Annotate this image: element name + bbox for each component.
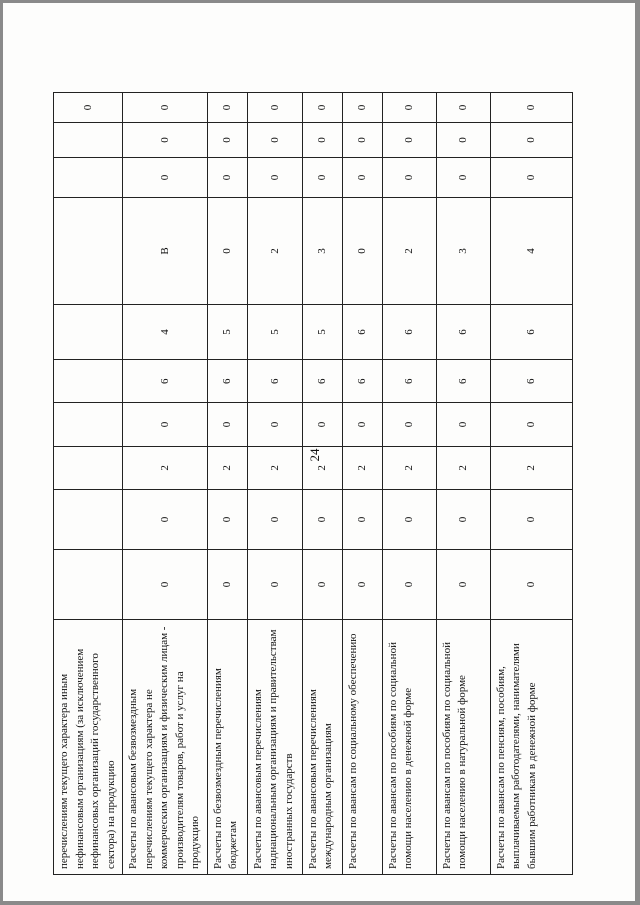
table-row xyxy=(54,93,123,875)
cell-value: 0 xyxy=(247,158,302,198)
code-digit: 2 xyxy=(221,465,233,471)
page-number: 24 xyxy=(307,448,322,462)
cell-value: 0 xyxy=(302,123,342,158)
code-digit: 6 xyxy=(491,360,572,403)
code-digit: 2 xyxy=(316,465,328,471)
cell-value: 0 xyxy=(247,93,302,123)
table-row xyxy=(490,93,572,875)
code-digit: 6 xyxy=(208,360,247,403)
cell-value: 6 xyxy=(382,305,436,360)
code-digit xyxy=(54,403,122,446)
cell-value: 3 xyxy=(302,198,342,305)
cell-value xyxy=(54,198,123,305)
cell-value: 0 xyxy=(207,198,247,305)
cell-value: 0 xyxy=(342,158,382,198)
cell-value: 6 xyxy=(342,305,382,360)
code-cell xyxy=(54,360,123,490)
code-cell xyxy=(302,360,342,490)
code-digit: 6 xyxy=(343,360,382,403)
table-row xyxy=(207,93,247,875)
cell-value: 0 xyxy=(490,550,572,620)
cell-value: 0 xyxy=(436,123,490,158)
cell-value: 0 xyxy=(490,123,572,158)
code-cell xyxy=(382,360,436,490)
cell-value: В xyxy=(123,198,208,305)
code-digit: 6 xyxy=(248,360,302,403)
code-digit: 6 xyxy=(383,360,436,403)
cell-value: 0 xyxy=(54,93,123,123)
cell-value: 0 xyxy=(123,158,208,198)
code-digit: 2 xyxy=(268,465,281,471)
account-name: Расчеты по авансам по социальному обеспечению xyxy=(342,620,382,875)
table-row xyxy=(247,93,302,875)
code-digit: 2 xyxy=(525,465,537,471)
code-digit xyxy=(54,447,122,489)
code-cell xyxy=(207,360,247,490)
cell-value: 4 xyxy=(490,198,572,305)
cell-value: 0 xyxy=(382,490,436,550)
table-row xyxy=(123,93,208,875)
code-cell xyxy=(342,360,382,490)
cell-value: 0 xyxy=(382,123,436,158)
account-name: перечислениям текущего характера иным нефинансовым организациям (за исключением нефинансовых организаций государственного сектора) на продукцию xyxy=(54,620,123,875)
cell-value: 0 xyxy=(207,490,247,550)
code-cell xyxy=(490,360,572,490)
cell-value: 0 xyxy=(302,490,342,550)
cell-value: 0 xyxy=(342,490,382,550)
cell-value: 0 xyxy=(490,158,572,198)
cell-value: 2 xyxy=(382,198,436,305)
code-digit: 0 xyxy=(437,403,490,446)
cell-value: 5 xyxy=(302,305,342,360)
cell-value: 0 xyxy=(382,93,436,123)
cell-value: 0 xyxy=(247,490,302,550)
table-row xyxy=(436,93,490,875)
account-name: Расчеты по безвозмездным перечислениям бюджетам xyxy=(207,620,247,875)
code-digit: 2 xyxy=(457,465,469,471)
cell-value: 0 xyxy=(436,158,490,198)
cell-value: 5 xyxy=(207,305,247,360)
account-name: Расчеты по авансам по пенсиям, пособиям, выплачиваемым работодателями, нанимателями бывшим работникам в денежной форме xyxy=(490,620,572,875)
cell-value: 0 xyxy=(207,550,247,620)
cell-value: 0 xyxy=(342,198,382,305)
table-row xyxy=(302,93,342,875)
code-digit: 0 xyxy=(303,403,342,446)
code-digit: 2 xyxy=(158,465,171,471)
cell-value: 0 xyxy=(207,123,247,158)
cell-value: 0 xyxy=(123,93,208,123)
cell-value: 0 xyxy=(207,93,247,123)
cell-value: 0 xyxy=(342,123,382,158)
cell-value: 5 xyxy=(247,305,302,360)
code-digit: 0 xyxy=(248,403,302,446)
cell-value: 0 xyxy=(123,490,208,550)
cell-value: 0 xyxy=(123,550,208,620)
code-digit: 2 xyxy=(403,465,415,471)
cell-value xyxy=(54,158,123,198)
code-digit: 6 xyxy=(303,360,342,403)
cell-value: 0 xyxy=(302,550,342,620)
code-digit: 2 xyxy=(356,465,368,471)
cell-value: 2 xyxy=(247,198,302,305)
rotated-table-wrapper xyxy=(53,93,538,875)
code-cell xyxy=(123,360,208,490)
cell-value: 0 xyxy=(436,93,490,123)
cell-value: 0 xyxy=(123,123,208,158)
code-digit: 6 xyxy=(123,360,207,403)
code-digit: 0 xyxy=(343,403,382,446)
account-name: Расчеты по авансовым безвозмездным перечислениям текущего характера не коммерческим организациям и физическим лицам - производителям товаров, работ и услуг на продукцию xyxy=(123,620,208,875)
account-name: Расчеты по авансам по пособиям по социальной помощи населению в денежной форме xyxy=(382,620,436,875)
cell-value: 0 xyxy=(436,550,490,620)
cell-value: 0 xyxy=(207,158,247,198)
code-digit: 0 xyxy=(208,403,247,446)
cell-value: 0 xyxy=(436,490,490,550)
cell-value: 3 xyxy=(436,198,490,305)
account-name: Расчеты по авансам по пособиям по социальной помощи населению в натуральной форме xyxy=(436,620,490,875)
cell-value: 0 xyxy=(247,550,302,620)
cell-value: 0 xyxy=(490,93,572,123)
cell-value xyxy=(54,490,123,550)
cell-value: 0 xyxy=(302,158,342,198)
document-page xyxy=(3,3,635,901)
cell-value: 0 xyxy=(247,123,302,158)
cell-value xyxy=(54,123,123,158)
cell-value xyxy=(54,550,123,620)
table-row xyxy=(382,93,436,875)
code-digit: 0 xyxy=(123,403,207,446)
accounts-table xyxy=(53,92,573,875)
account-name: Расчеты по авансовым перечислениям международным организациям xyxy=(302,620,342,875)
code-cell xyxy=(436,360,490,490)
cell-value: 4 xyxy=(123,305,208,360)
cell-value: 0 xyxy=(302,93,342,123)
cell-value: 0 xyxy=(342,93,382,123)
cell-value: 0 xyxy=(382,550,436,620)
table-row xyxy=(342,93,382,875)
code-cell xyxy=(247,360,302,490)
cell-value: 0 xyxy=(382,158,436,198)
cell-value xyxy=(54,305,123,360)
cell-value: 6 xyxy=(490,305,572,360)
code-digit: 0 xyxy=(383,403,436,446)
cell-value: 0 xyxy=(342,550,382,620)
code-digit: 6 xyxy=(437,360,490,403)
account-name: Расчеты по авансовым перечислениям наднациональным организациям и правительствам иностранных государств xyxy=(247,620,302,875)
code-digit: 0 xyxy=(491,403,572,446)
cell-value: 0 xyxy=(490,490,572,550)
code-digit xyxy=(54,360,122,403)
cell-value: 6 xyxy=(436,305,490,360)
